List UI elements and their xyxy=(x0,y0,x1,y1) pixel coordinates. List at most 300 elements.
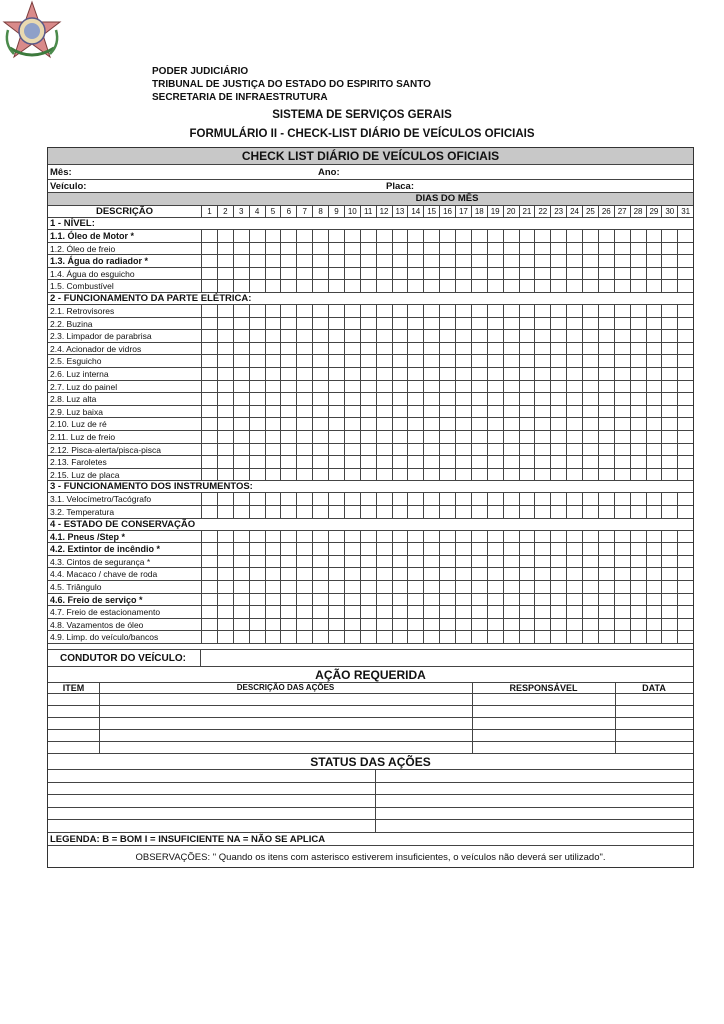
day-check-cell[interactable] xyxy=(296,355,312,367)
day-check-cell[interactable] xyxy=(661,280,677,292)
day-check-cell[interactable] xyxy=(296,268,312,280)
day-check-cell[interactable] xyxy=(646,393,662,405)
day-check-cell[interactable] xyxy=(296,381,312,393)
day-check-cell[interactable] xyxy=(249,556,265,568)
day-check-cell[interactable] xyxy=(471,556,487,568)
day-check-cell[interactable] xyxy=(423,406,439,418)
day-check-cell[interactable] xyxy=(360,343,376,355)
day-check-cell[interactable] xyxy=(407,431,423,443)
day-check-cell[interactable] xyxy=(582,255,598,267)
day-check-cell[interactable] xyxy=(201,568,217,580)
day-check-cell[interactable] xyxy=(455,493,471,505)
day-check-cell[interactable] xyxy=(233,531,249,543)
status-cell[interactable] xyxy=(375,808,693,820)
day-check-cell[interactable] xyxy=(296,581,312,593)
day-check-cell[interactable] xyxy=(503,543,519,555)
day-check-cell[interactable] xyxy=(217,406,233,418)
day-check-cell[interactable] xyxy=(614,255,630,267)
day-check-cell[interactable] xyxy=(487,581,503,593)
day-check-cell[interactable] xyxy=(598,230,614,242)
day-check-cell[interactable] xyxy=(598,305,614,317)
day-check-cell[interactable] xyxy=(534,456,550,468)
day-check-cell[interactable] xyxy=(582,493,598,505)
day-check-cell[interactable] xyxy=(550,619,566,631)
day-check-cell[interactable] xyxy=(201,255,217,267)
day-check-cell[interactable] xyxy=(344,280,360,292)
day-check-cell[interactable] xyxy=(201,280,217,292)
day-check-cell[interactable] xyxy=(503,444,519,456)
day-check-cell[interactable] xyxy=(661,355,677,367)
day-check-cell[interactable] xyxy=(344,355,360,367)
day-check-cell[interactable] xyxy=(344,268,360,280)
day-check-cell[interactable] xyxy=(201,581,217,593)
day-check-cell[interactable] xyxy=(677,581,693,593)
day-check-cell[interactable] xyxy=(392,531,408,543)
day-check-cell[interactable] xyxy=(344,330,360,342)
day-check-cell[interactable] xyxy=(455,418,471,430)
day-check-cell[interactable] xyxy=(455,343,471,355)
day-check-cell[interactable] xyxy=(582,305,598,317)
day-check-cell[interactable] xyxy=(296,343,312,355)
day-check-cell[interactable] xyxy=(376,230,392,242)
day-check-cell[interactable] xyxy=(360,568,376,580)
day-check-cell[interactable] xyxy=(519,243,535,255)
day-check-cell[interactable] xyxy=(471,318,487,330)
day-check-cell[interactable] xyxy=(503,469,519,481)
day-check-cell[interactable] xyxy=(598,243,614,255)
day-check-cell[interactable] xyxy=(582,469,598,481)
day-check-cell[interactable] xyxy=(582,243,598,255)
day-check-cell[interactable] xyxy=(455,543,471,555)
day-check-cell[interactable] xyxy=(344,243,360,255)
day-check-cell[interactable] xyxy=(661,493,677,505)
day-check-cell[interactable] xyxy=(217,343,233,355)
day-check-cell[interactable] xyxy=(566,581,582,593)
day-check-cell[interactable] xyxy=(519,568,535,580)
day-check-cell[interactable] xyxy=(265,230,281,242)
day-check-cell[interactable] xyxy=(503,330,519,342)
day-check-cell[interactable] xyxy=(582,418,598,430)
day-check-cell[interactable] xyxy=(392,330,408,342)
day-check-cell[interactable] xyxy=(566,268,582,280)
day-check-cell[interactable] xyxy=(296,330,312,342)
day-check-cell[interactable] xyxy=(455,568,471,580)
day-check-cell[interactable] xyxy=(677,556,693,568)
action-cell[interactable] xyxy=(99,694,472,705)
day-check-cell[interactable] xyxy=(249,280,265,292)
day-check-cell[interactable] xyxy=(344,568,360,580)
day-check-cell[interactable] xyxy=(392,343,408,355)
day-check-cell[interactable] xyxy=(392,393,408,405)
day-check-cell[interactable] xyxy=(423,606,439,618)
day-check-cell[interactable] xyxy=(519,469,535,481)
day-check-cell[interactable] xyxy=(265,631,281,643)
day-check-cell[interactable] xyxy=(677,230,693,242)
day-check-cell[interactable] xyxy=(598,418,614,430)
day-check-cell[interactable] xyxy=(407,368,423,380)
day-check-cell[interactable] xyxy=(392,418,408,430)
day-check-cell[interactable] xyxy=(280,543,296,555)
day-check-cell[interactable] xyxy=(201,469,217,481)
day-check-cell[interactable] xyxy=(312,268,328,280)
day-check-cell[interactable] xyxy=(233,368,249,380)
day-check-cell[interactable] xyxy=(233,619,249,631)
day-check-cell[interactable] xyxy=(280,456,296,468)
day-check-cell[interactable] xyxy=(630,230,646,242)
day-check-cell[interactable] xyxy=(598,381,614,393)
day-check-cell[interactable] xyxy=(519,543,535,555)
day-check-cell[interactable] xyxy=(487,444,503,456)
day-check-cell[interactable] xyxy=(392,581,408,593)
day-check-cell[interactable] xyxy=(423,318,439,330)
day-check-cell[interactable] xyxy=(519,418,535,430)
day-check-cell[interactable] xyxy=(423,581,439,593)
day-check-cell[interactable] xyxy=(519,230,535,242)
day-check-cell[interactable] xyxy=(296,406,312,418)
day-check-cell[interactable] xyxy=(614,418,630,430)
day-check-cell[interactable] xyxy=(487,280,503,292)
day-check-cell[interactable] xyxy=(471,268,487,280)
day-check-cell[interactable] xyxy=(233,631,249,643)
day-check-cell[interactable] xyxy=(519,330,535,342)
day-check-cell[interactable] xyxy=(249,444,265,456)
day-check-cell[interactable] xyxy=(598,506,614,518)
day-check-cell[interactable] xyxy=(503,594,519,606)
day-check-cell[interactable] xyxy=(614,506,630,518)
day-check-cell[interactable] xyxy=(328,243,344,255)
day-check-cell[interactable] xyxy=(233,444,249,456)
day-check-cell[interactable] xyxy=(661,243,677,255)
day-check-cell[interactable] xyxy=(566,606,582,618)
day-check-cell[interactable] xyxy=(534,531,550,543)
day-check-cell[interactable] xyxy=(407,506,423,518)
day-check-cell[interactable] xyxy=(566,330,582,342)
day-check-cell[interactable] xyxy=(312,469,328,481)
day-check-cell[interactable] xyxy=(201,606,217,618)
day-check-cell[interactable] xyxy=(439,594,455,606)
day-check-cell[interactable] xyxy=(265,543,281,555)
day-check-cell[interactable] xyxy=(376,268,392,280)
day-check-cell[interactable] xyxy=(582,568,598,580)
day-check-cell[interactable] xyxy=(503,243,519,255)
day-check-cell[interactable] xyxy=(534,493,550,505)
action-cell[interactable] xyxy=(472,694,615,705)
day-check-cell[interactable] xyxy=(423,493,439,505)
day-check-cell[interactable] xyxy=(265,243,281,255)
day-check-cell[interactable] xyxy=(392,268,408,280)
day-check-cell[interactable] xyxy=(233,280,249,292)
day-check-cell[interactable] xyxy=(312,255,328,267)
day-check-cell[interactable] xyxy=(233,243,249,255)
day-check-cell[interactable] xyxy=(201,318,217,330)
day-check-cell[interactable] xyxy=(487,619,503,631)
day-check-cell[interactable] xyxy=(201,330,217,342)
day-check-cell[interactable] xyxy=(376,330,392,342)
day-check-cell[interactable] xyxy=(534,330,550,342)
day-check-cell[interactable] xyxy=(534,506,550,518)
day-check-cell[interactable] xyxy=(360,506,376,518)
day-check-cell[interactable] xyxy=(503,268,519,280)
day-check-cell[interactable] xyxy=(630,268,646,280)
day-check-cell[interactable] xyxy=(201,406,217,418)
day-check-cell[interactable] xyxy=(312,381,328,393)
day-check-cell[interactable] xyxy=(582,506,598,518)
day-check-cell[interactable] xyxy=(392,255,408,267)
day-check-cell[interactable] xyxy=(233,493,249,505)
day-check-cell[interactable] xyxy=(582,343,598,355)
day-check-cell[interactable] xyxy=(519,280,535,292)
day-check-cell[interactable] xyxy=(407,406,423,418)
day-check-cell[interactable] xyxy=(566,368,582,380)
day-check-cell[interactable] xyxy=(519,406,535,418)
day-check-cell[interactable] xyxy=(201,556,217,568)
day-check-cell[interactable] xyxy=(280,368,296,380)
day-check-cell[interactable] xyxy=(566,305,582,317)
day-check-cell[interactable] xyxy=(630,556,646,568)
day-check-cell[interactable] xyxy=(630,343,646,355)
day-check-cell[interactable] xyxy=(280,556,296,568)
day-check-cell[interactable] xyxy=(519,506,535,518)
day-check-cell[interactable] xyxy=(550,506,566,518)
day-check-cell[interactable] xyxy=(376,381,392,393)
day-check-cell[interactable] xyxy=(423,506,439,518)
day-check-cell[interactable] xyxy=(550,381,566,393)
day-check-cell[interactable] xyxy=(376,343,392,355)
day-check-cell[interactable] xyxy=(534,305,550,317)
day-check-cell[interactable] xyxy=(328,594,344,606)
day-check-cell[interactable] xyxy=(280,469,296,481)
day-check-cell[interactable] xyxy=(661,393,677,405)
day-check-cell[interactable] xyxy=(598,318,614,330)
day-check-cell[interactable] xyxy=(265,268,281,280)
day-check-cell[interactable] xyxy=(503,355,519,367)
day-check-cell[interactable] xyxy=(233,568,249,580)
day-check-cell[interactable] xyxy=(280,506,296,518)
day-check-cell[interactable] xyxy=(439,393,455,405)
day-check-cell[interactable] xyxy=(598,368,614,380)
day-check-cell[interactable] xyxy=(566,506,582,518)
day-check-cell[interactable] xyxy=(296,230,312,242)
day-check-cell[interactable] xyxy=(614,531,630,543)
day-check-cell[interactable] xyxy=(407,444,423,456)
day-check-cell[interactable] xyxy=(407,343,423,355)
day-check-cell[interactable] xyxy=(582,330,598,342)
day-check-cell[interactable] xyxy=(487,368,503,380)
day-check-cell[interactable] xyxy=(630,280,646,292)
day-check-cell[interactable] xyxy=(360,355,376,367)
day-check-cell[interactable] xyxy=(249,355,265,367)
day-check-cell[interactable] xyxy=(201,431,217,443)
day-check-cell[interactable] xyxy=(423,418,439,430)
day-check-cell[interactable] xyxy=(312,343,328,355)
day-check-cell[interactable] xyxy=(376,594,392,606)
day-check-cell[interactable] xyxy=(423,431,439,443)
day-check-cell[interactable] xyxy=(471,355,487,367)
day-check-cell[interactable] xyxy=(233,268,249,280)
day-check-cell[interactable] xyxy=(265,355,281,367)
day-check-cell[interactable] xyxy=(582,543,598,555)
day-check-cell[interactable] xyxy=(614,631,630,643)
day-check-cell[interactable] xyxy=(407,531,423,543)
day-check-cell[interactable] xyxy=(217,368,233,380)
day-check-cell[interactable] xyxy=(550,469,566,481)
day-check-cell[interactable] xyxy=(328,619,344,631)
day-check-cell[interactable] xyxy=(439,469,455,481)
day-check-cell[interactable] xyxy=(503,619,519,631)
day-check-cell[interactable] xyxy=(471,381,487,393)
day-check-cell[interactable] xyxy=(376,255,392,267)
day-check-cell[interactable] xyxy=(582,368,598,380)
day-check-cell[interactable] xyxy=(582,280,598,292)
day-check-cell[interactable] xyxy=(455,506,471,518)
day-check-cell[interactable] xyxy=(582,594,598,606)
day-check-cell[interactable] xyxy=(217,305,233,317)
day-check-cell[interactable] xyxy=(471,305,487,317)
day-check-cell[interactable] xyxy=(455,355,471,367)
day-check-cell[interactable] xyxy=(661,606,677,618)
day-check-cell[interactable] xyxy=(614,543,630,555)
day-check-cell[interactable] xyxy=(598,431,614,443)
day-check-cell[interactable] xyxy=(487,456,503,468)
day-check-cell[interactable] xyxy=(566,543,582,555)
day-check-cell[interactable] xyxy=(423,619,439,631)
day-check-cell[interactable] xyxy=(296,506,312,518)
day-check-cell[interactable] xyxy=(376,418,392,430)
day-check-cell[interactable] xyxy=(423,543,439,555)
day-check-cell[interactable] xyxy=(392,631,408,643)
day-check-cell[interactable] xyxy=(534,343,550,355)
day-check-cell[interactable] xyxy=(376,568,392,580)
day-check-cell[interactable] xyxy=(677,305,693,317)
day-check-cell[interactable] xyxy=(646,230,662,242)
day-check-cell[interactable] xyxy=(439,556,455,568)
day-check-cell[interactable] xyxy=(407,268,423,280)
day-check-cell[interactable] xyxy=(582,268,598,280)
day-check-cell[interactable] xyxy=(519,606,535,618)
day-check-cell[interactable] xyxy=(566,280,582,292)
day-check-cell[interactable] xyxy=(614,581,630,593)
day-check-cell[interactable] xyxy=(566,355,582,367)
day-check-cell[interactable] xyxy=(344,318,360,330)
day-check-cell[interactable] xyxy=(376,280,392,292)
day-check-cell[interactable] xyxy=(407,631,423,643)
day-check-cell[interactable] xyxy=(328,381,344,393)
day-check-cell[interactable] xyxy=(376,531,392,543)
day-check-cell[interactable] xyxy=(630,469,646,481)
day-check-cell[interactable] xyxy=(646,444,662,456)
day-check-cell[interactable] xyxy=(630,393,646,405)
day-check-cell[interactable] xyxy=(344,393,360,405)
day-check-cell[interactable] xyxy=(439,531,455,543)
day-check-cell[interactable] xyxy=(201,543,217,555)
day-check-cell[interactable] xyxy=(566,619,582,631)
day-check-cell[interactable] xyxy=(646,568,662,580)
day-check-cell[interactable] xyxy=(360,406,376,418)
day-check-cell[interactable] xyxy=(265,431,281,443)
day-check-cell[interactable] xyxy=(344,631,360,643)
day-check-cell[interactable] xyxy=(392,594,408,606)
day-check-cell[interactable] xyxy=(471,631,487,643)
day-check-cell[interactable] xyxy=(646,594,662,606)
day-check-cell[interactable] xyxy=(471,431,487,443)
day-check-cell[interactable] xyxy=(534,230,550,242)
day-check-cell[interactable] xyxy=(392,444,408,456)
day-check-cell[interactable] xyxy=(503,431,519,443)
day-check-cell[interactable] xyxy=(280,619,296,631)
day-check-cell[interactable] xyxy=(376,606,392,618)
day-check-cell[interactable] xyxy=(217,243,233,255)
day-check-cell[interactable] xyxy=(614,243,630,255)
day-check-cell[interactable] xyxy=(312,355,328,367)
day-check-cell[interactable] xyxy=(503,280,519,292)
day-check-cell[interactable] xyxy=(550,268,566,280)
action-cell[interactable] xyxy=(48,730,99,741)
day-check-cell[interactable] xyxy=(201,381,217,393)
day-check-cell[interactable] xyxy=(312,493,328,505)
day-check-cell[interactable] xyxy=(503,255,519,267)
day-check-cell[interactable] xyxy=(312,619,328,631)
day-check-cell[interactable] xyxy=(407,355,423,367)
day-check-cell[interactable] xyxy=(328,355,344,367)
day-check-cell[interactable] xyxy=(582,431,598,443)
day-check-cell[interactable] xyxy=(455,606,471,618)
day-check-cell[interactable] xyxy=(296,393,312,405)
day-check-cell[interactable] xyxy=(598,469,614,481)
day-check-cell[interactable] xyxy=(376,355,392,367)
day-check-cell[interactable] xyxy=(280,418,296,430)
day-check-cell[interactable] xyxy=(598,280,614,292)
day-check-cell[interactable] xyxy=(519,456,535,468)
day-check-cell[interactable] xyxy=(328,305,344,317)
day-check-cell[interactable] xyxy=(233,431,249,443)
day-check-cell[interactable] xyxy=(439,318,455,330)
day-check-cell[interactable] xyxy=(280,305,296,317)
day-check-cell[interactable] xyxy=(328,230,344,242)
day-check-cell[interactable] xyxy=(249,305,265,317)
day-check-cell[interactable] xyxy=(550,393,566,405)
day-check-cell[interactable] xyxy=(471,230,487,242)
action-cell[interactable] xyxy=(615,742,693,753)
day-check-cell[interactable] xyxy=(471,581,487,593)
day-check-cell[interactable] xyxy=(566,318,582,330)
day-check-cell[interactable] xyxy=(646,255,662,267)
day-check-cell[interactable] xyxy=(661,418,677,430)
day-check-cell[interactable] xyxy=(280,381,296,393)
day-check-cell[interactable] xyxy=(312,393,328,405)
day-check-cell[interactable] xyxy=(677,493,693,505)
day-check-cell[interactable] xyxy=(312,305,328,317)
day-check-cell[interactable] xyxy=(312,418,328,430)
day-check-cell[interactable] xyxy=(407,280,423,292)
day-check-cell[interactable] xyxy=(630,355,646,367)
day-check-cell[interactable] xyxy=(217,469,233,481)
day-check-cell[interactable] xyxy=(233,556,249,568)
day-check-cell[interactable] xyxy=(217,506,233,518)
day-check-cell[interactable] xyxy=(519,594,535,606)
day-check-cell[interactable] xyxy=(582,393,598,405)
day-check-cell[interactable] xyxy=(344,606,360,618)
day-check-cell[interactable] xyxy=(376,493,392,505)
day-check-cell[interactable] xyxy=(376,556,392,568)
day-check-cell[interactable] xyxy=(423,230,439,242)
day-check-cell[interactable] xyxy=(296,444,312,456)
day-check-cell[interactable] xyxy=(487,531,503,543)
action-cell[interactable] xyxy=(48,694,99,705)
day-check-cell[interactable] xyxy=(249,268,265,280)
day-check-cell[interactable] xyxy=(392,469,408,481)
day-check-cell[interactable] xyxy=(661,594,677,606)
day-check-cell[interactable] xyxy=(360,543,376,555)
